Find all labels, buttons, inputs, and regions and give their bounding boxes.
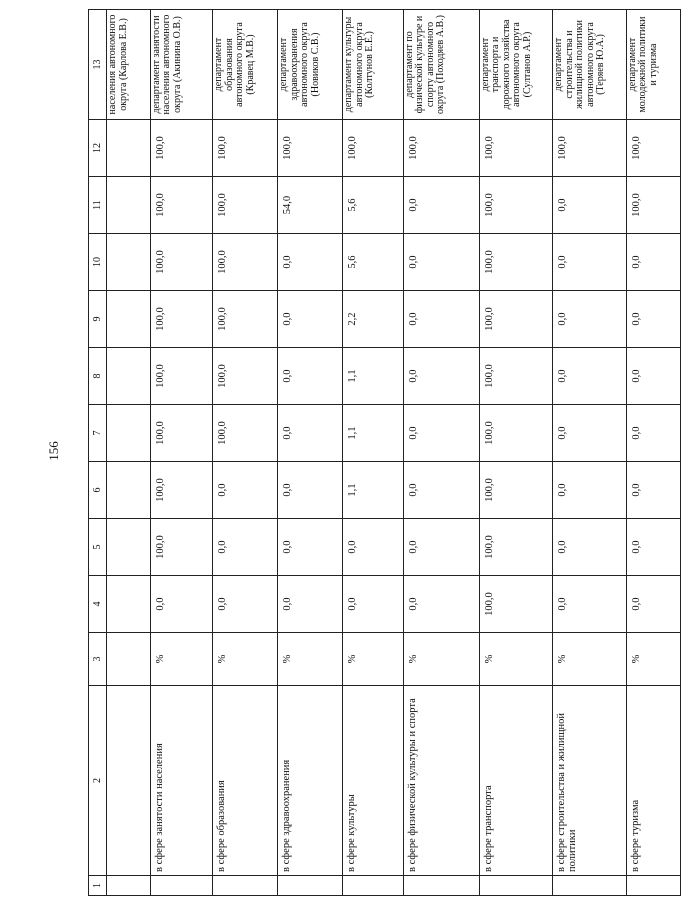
responsible-department-cell: департамент здравоохранения автономного округа (Новиков С.В.) (278, 10, 343, 120)
row-index-cell (403, 876, 479, 896)
value-cell: 0,0 (553, 405, 627, 462)
value-cell: 0,0 (626, 405, 680, 462)
column-number: 3 (89, 633, 107, 686)
table-row (150, 10, 213, 896)
unit-cell: % (150, 633, 213, 686)
value-cell: 0,0 (278, 234, 343, 291)
table-canvas (88, 12, 681, 896)
value-cell (107, 234, 150, 291)
value-cell: 5,6 (343, 177, 404, 234)
value-cell: 100,0 (479, 462, 553, 519)
unit-cell: % (626, 633, 680, 686)
column-number: 12 (89, 120, 107, 177)
value-cell: 0,0 (278, 462, 343, 519)
value-cell: 0,0 (213, 462, 278, 519)
value-cell: 0,0 (403, 291, 479, 348)
rotated-table-frame (88, 12, 681, 896)
responsible-department-cell: департамент занятости населения автономного округа (Акинина О.В.) (150, 10, 213, 120)
value-cell (107, 576, 150, 633)
row-index-cell (343, 876, 404, 896)
sphere-name-cell: в сфере транспорта (479, 686, 553, 876)
column-number: 9 (89, 291, 107, 348)
table-row (213, 10, 278, 896)
value-cell: 0,0 (403, 405, 479, 462)
column-number: 10 (89, 234, 107, 291)
column-number: 4 (89, 576, 107, 633)
responsible-department-cell: департамент культуры автономного округа (Колтунов Е.Е.) (343, 10, 404, 120)
value-cell (107, 348, 150, 405)
value-cell: 0,0 (403, 519, 479, 576)
value-cell: 2,2 (343, 291, 404, 348)
value-cell: 1,1 (343, 348, 404, 405)
value-cell (107, 177, 150, 234)
row-index-cell (213, 876, 278, 896)
value-cell (107, 462, 150, 519)
value-cell: 100,0 (150, 177, 213, 234)
indicator-table (88, 9, 681, 896)
value-cell: 0,0 (553, 519, 627, 576)
row-index-cell (479, 876, 553, 896)
value-cell: 100,0 (343, 120, 404, 177)
value-cell: 100,0 (213, 291, 278, 348)
value-cell: 100,0 (150, 234, 213, 291)
sphere-name-cell: в сфере строительства и жилищной политики (553, 686, 627, 876)
column-number: 5 (89, 519, 107, 576)
row-index-cell (150, 876, 213, 896)
value-cell: 100,0 (150, 462, 213, 519)
unit-cell: % (479, 633, 553, 686)
unit-cell: % (213, 633, 278, 686)
value-cell: 0,0 (626, 348, 680, 405)
value-cell: 0,0 (553, 177, 627, 234)
value-cell: 100,0 (150, 348, 213, 405)
row-index-cell (553, 876, 627, 896)
value-cell: 100,0 (479, 519, 553, 576)
value-cell: 100,0 (479, 348, 553, 405)
value-cell: 100,0 (626, 177, 680, 234)
value-cell (107, 291, 150, 348)
value-cell: 0,0 (626, 291, 680, 348)
value-cell: 100,0 (479, 291, 553, 348)
row-index-cell (107, 876, 150, 896)
value-cell: 100,0 (213, 177, 278, 234)
value-cell: 0,0 (403, 348, 479, 405)
column-number: 13 (89, 10, 107, 120)
value-cell: 100,0 (213, 405, 278, 462)
row-index-cell (626, 876, 680, 896)
value-cell: 0,0 (553, 462, 627, 519)
value-cell: 0,0 (403, 234, 479, 291)
value-cell (107, 120, 150, 177)
responsible-department-cell: департамент строительства и жилищной политики автономного округа (Теряев Ю.А.) (553, 10, 627, 120)
column-number: 11 (89, 177, 107, 234)
value-cell: 100,0 (553, 120, 627, 177)
value-cell: 0,0 (213, 576, 278, 633)
table-row (553, 10, 627, 896)
value-cell: 0,0 (278, 519, 343, 576)
page-number: 156 (46, 441, 61, 461)
value-cell: 0,0 (403, 576, 479, 633)
column-number: 2 (89, 686, 107, 876)
column-number: 7 (89, 405, 107, 462)
table-row (343, 10, 404, 896)
value-cell: 0,0 (343, 519, 404, 576)
value-cell: 100,0 (278, 120, 343, 177)
table-row (479, 10, 553, 896)
unit-cell: % (343, 633, 404, 686)
value-cell: 100,0 (150, 291, 213, 348)
value-cell: 0,0 (278, 291, 343, 348)
column-number: 8 (89, 348, 107, 405)
sphere-name-cell: в сфере образования (213, 686, 278, 876)
value-cell: 0,0 (553, 348, 627, 405)
value-cell (107, 405, 150, 462)
value-cell: 100,0 (626, 120, 680, 177)
value-cell: 0,0 (150, 576, 213, 633)
column-number-row (89, 10, 107, 896)
value-cell: 0,0 (626, 519, 680, 576)
value-cell: 0,0 (626, 462, 680, 519)
value-cell: 0,0 (343, 576, 404, 633)
value-cell: 100,0 (479, 120, 553, 177)
responsible-department-cell: населения автономного округа (Карлова Е.В.) (107, 10, 150, 120)
value-cell: 54,0 (278, 177, 343, 234)
value-cell: 0,0 (626, 234, 680, 291)
value-cell: 100,0 (150, 120, 213, 177)
unit-cell: % (553, 633, 627, 686)
value-cell: 100,0 (213, 120, 278, 177)
value-cell: 100,0 (479, 576, 553, 633)
value-cell: 100,0 (150, 519, 213, 576)
value-cell: 100,0 (479, 405, 553, 462)
value-cell: 100,0 (150, 405, 213, 462)
value-cell: 100,0 (403, 120, 479, 177)
value-cell: 100,0 (213, 348, 278, 405)
unit-cell: % (403, 633, 479, 686)
value-cell: 1,1 (343, 462, 404, 519)
value-cell: 0,0 (553, 291, 627, 348)
sphere-name-cell: в сфере культуры (343, 686, 404, 876)
value-cell: 5,6 (343, 234, 404, 291)
column-number: 1 (89, 876, 107, 896)
column-number: 6 (89, 462, 107, 519)
value-cell: 0,0 (626, 576, 680, 633)
value-cell: 0,0 (403, 177, 479, 234)
value-cell: 100,0 (479, 177, 553, 234)
sphere-name-cell: в сфере здравоохранения (278, 686, 343, 876)
sphere-name-cell: в сфере туризма (626, 686, 680, 876)
sphere-name-cell (107, 686, 150, 876)
value-cell: 100,0 (213, 234, 278, 291)
value-cell: 0,0 (278, 405, 343, 462)
unit-cell: % (278, 633, 343, 686)
value-cell: 0,0 (278, 348, 343, 405)
value-cell: 0,0 (278, 576, 343, 633)
responsible-department-cell: департамент транспорта и дорожного хозяйства автономного округа (Султанов А.Р.) (479, 10, 553, 120)
table-row (278, 10, 343, 896)
row-index-cell (278, 876, 343, 896)
value-cell: 100,0 (479, 234, 553, 291)
value-cell: 0,0 (403, 462, 479, 519)
responsible-department-cell: департамент образования автономного округа (Кравец М.В.) (213, 10, 278, 120)
sphere-name-cell: в сфере занятости населения (150, 686, 213, 876)
responsible-department-cell: департамент молодежной политики и туризма (626, 10, 680, 120)
table-row (626, 10, 680, 896)
sphere-name-cell: в сфере физической культуры и спорта (403, 686, 479, 876)
responsible-department-cell: департамент по физической культуре и спорту автономного округа (Походяев А.В.) (403, 10, 479, 120)
value-cell (107, 519, 150, 576)
value-cell: 0,0 (213, 519, 278, 576)
value-cell: 0,0 (553, 234, 627, 291)
value-cell: 1,1 (343, 405, 404, 462)
value-cell: 0,0 (553, 576, 627, 633)
unit-cell (107, 633, 150, 686)
table-row (403, 10, 479, 896)
table-row (107, 10, 150, 896)
